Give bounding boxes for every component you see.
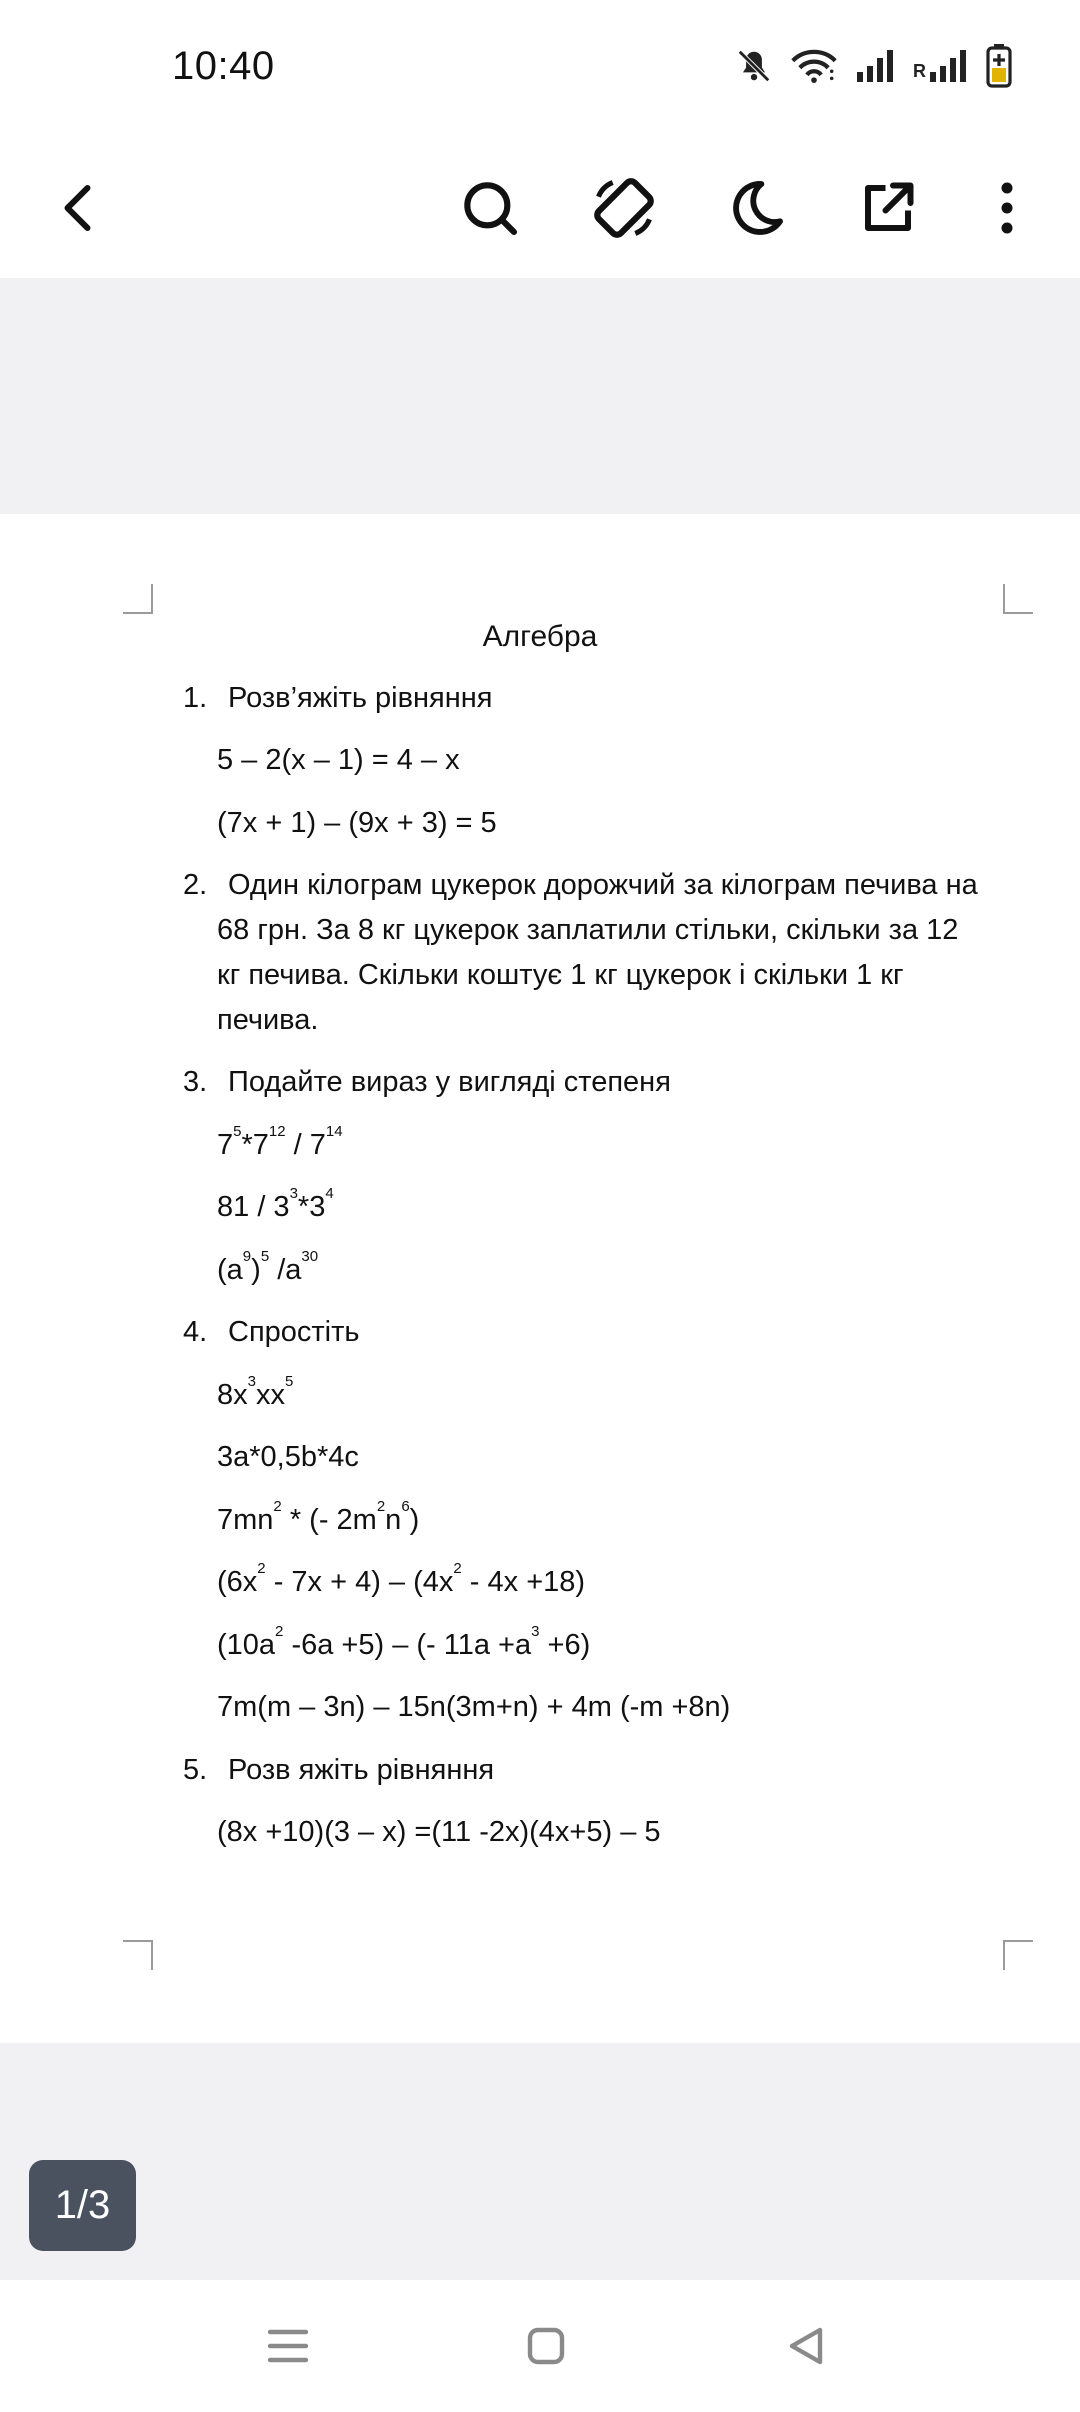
q1-equation-1: 5 – 2(x – 1) = 4 – x [217, 744, 460, 776]
q4-expression-6: 7m(m – 3n) – 15n(3m+n) + 4m (-m +8n) [217, 1691, 731, 1723]
search-button[interactable] [440, 158, 540, 258]
dark-mode-icon [724, 176, 788, 240]
q3-expression-2: $81 / 3^3*3^4$ [217, 1185, 334, 1223]
nav-back-button[interactable] [766, 2306, 846, 2386]
page-indicator[interactable]: 1/3 [29, 2160, 136, 2251]
q1-equation-2: (7x + 1) – (9x + 3) = 5 [217, 807, 497, 839]
q2-line-4: печива. [217, 1004, 319, 1036]
q2-line-3: кг печива. Скільки коштує 1 кг цукерок і скільки 1 кг [217, 959, 904, 991]
q2-line-2: 68 грн. За 8 кг цукерок заплатили стільки, скільки за 12 [217, 914, 959, 946]
crop-mark-top-left [123, 584, 153, 614]
q4-number: 4. [183, 1316, 208, 1348]
q3-expression-3: $(a^9)^5$ $/a^{30}$ [217, 1248, 319, 1286]
q5-equation-1: (8x +10)(3 – x) =(11 -2x)(4x+5) – 5 [217, 1816, 661, 1848]
search-icon [458, 176, 522, 240]
open-external-button[interactable] [838, 158, 938, 258]
viewer-background-bottom [0, 2043, 1080, 2280]
navigation-bar [0, 2280, 1080, 2412]
q5-number: 5. [183, 1754, 208, 1786]
home-button[interactable] [506, 2306, 586, 2386]
rotate-button[interactable] [574, 158, 674, 258]
dark-mode-button[interactable] [706, 158, 806, 258]
q4-expression-2: 3a*0,5b*4c [217, 1441, 359, 1473]
q3-expression-1: $7^5*7^{12} / 7^{14}$ [217, 1123, 343, 1161]
q2-line-1: Один кілограм цукерок дорожчий за кілограм печива на [228, 869, 978, 901]
back-button[interactable] [30, 158, 130, 258]
rotate-screen-icon [590, 174, 658, 242]
document-page[interactable] [0, 514, 1080, 2043]
q4-expression-3: $7mn^2$ * (- $2m^2n^6$) [217, 1498, 420, 1536]
status-bar [0, 0, 1080, 140]
q3-number: 3. [183, 1066, 208, 1098]
q4-expression-4: $(6x^2 - 7x + 4) - (4x^2 - 4x +18)$ [217, 1560, 586, 1598]
crop-mark-bottom-right [1003, 1940, 1033, 1970]
crop-mark-top-right [1003, 584, 1033, 614]
toolbar [0, 140, 1080, 278]
roaming-signal-icon [913, 50, 968, 82]
back-icon [786, 2326, 826, 2366]
document-title: Алгебра [482, 620, 598, 653]
crop-mark-bottom-left [123, 1940, 153, 1970]
recent-apps-icon [266, 2326, 310, 2366]
q5-text: Розв яжіть рівняння [228, 1754, 495, 1786]
status-time: 10:40 [172, 44, 275, 88]
q1-text: Розв’яжіть рівняння [228, 682, 493, 714]
mute-bell-icon [735, 47, 773, 85]
status-icons [735, 44, 1012, 88]
wifi-icon [791, 47, 837, 85]
open-external-icon [858, 178, 918, 238]
recent-apps-button[interactable] [248, 2306, 328, 2386]
q1-number: 1. [183, 682, 208, 714]
q4-expression-1: $8x^3xx^5$ [217, 1373, 294, 1411]
roaming-label: R [913, 61, 926, 81]
q3-text: Подайте вираз у вигляді степеня [228, 1066, 671, 1098]
more-options-button[interactable] [957, 158, 1057, 258]
back-arrow-icon [50, 178, 110, 238]
signal-icon [855, 50, 895, 82]
q2-number: 2. [183, 869, 208, 901]
home-icon [526, 2326, 566, 2366]
q4-expression-5: ($10a^2$ -6a +5) – (- $11a +a^3 +6$) [217, 1623, 591, 1661]
more-options-icon [987, 178, 1027, 238]
battery-charging-icon [986, 44, 1012, 88]
viewer-background-top [0, 278, 1080, 514]
q4-text: Спростіть [228, 1316, 360, 1348]
